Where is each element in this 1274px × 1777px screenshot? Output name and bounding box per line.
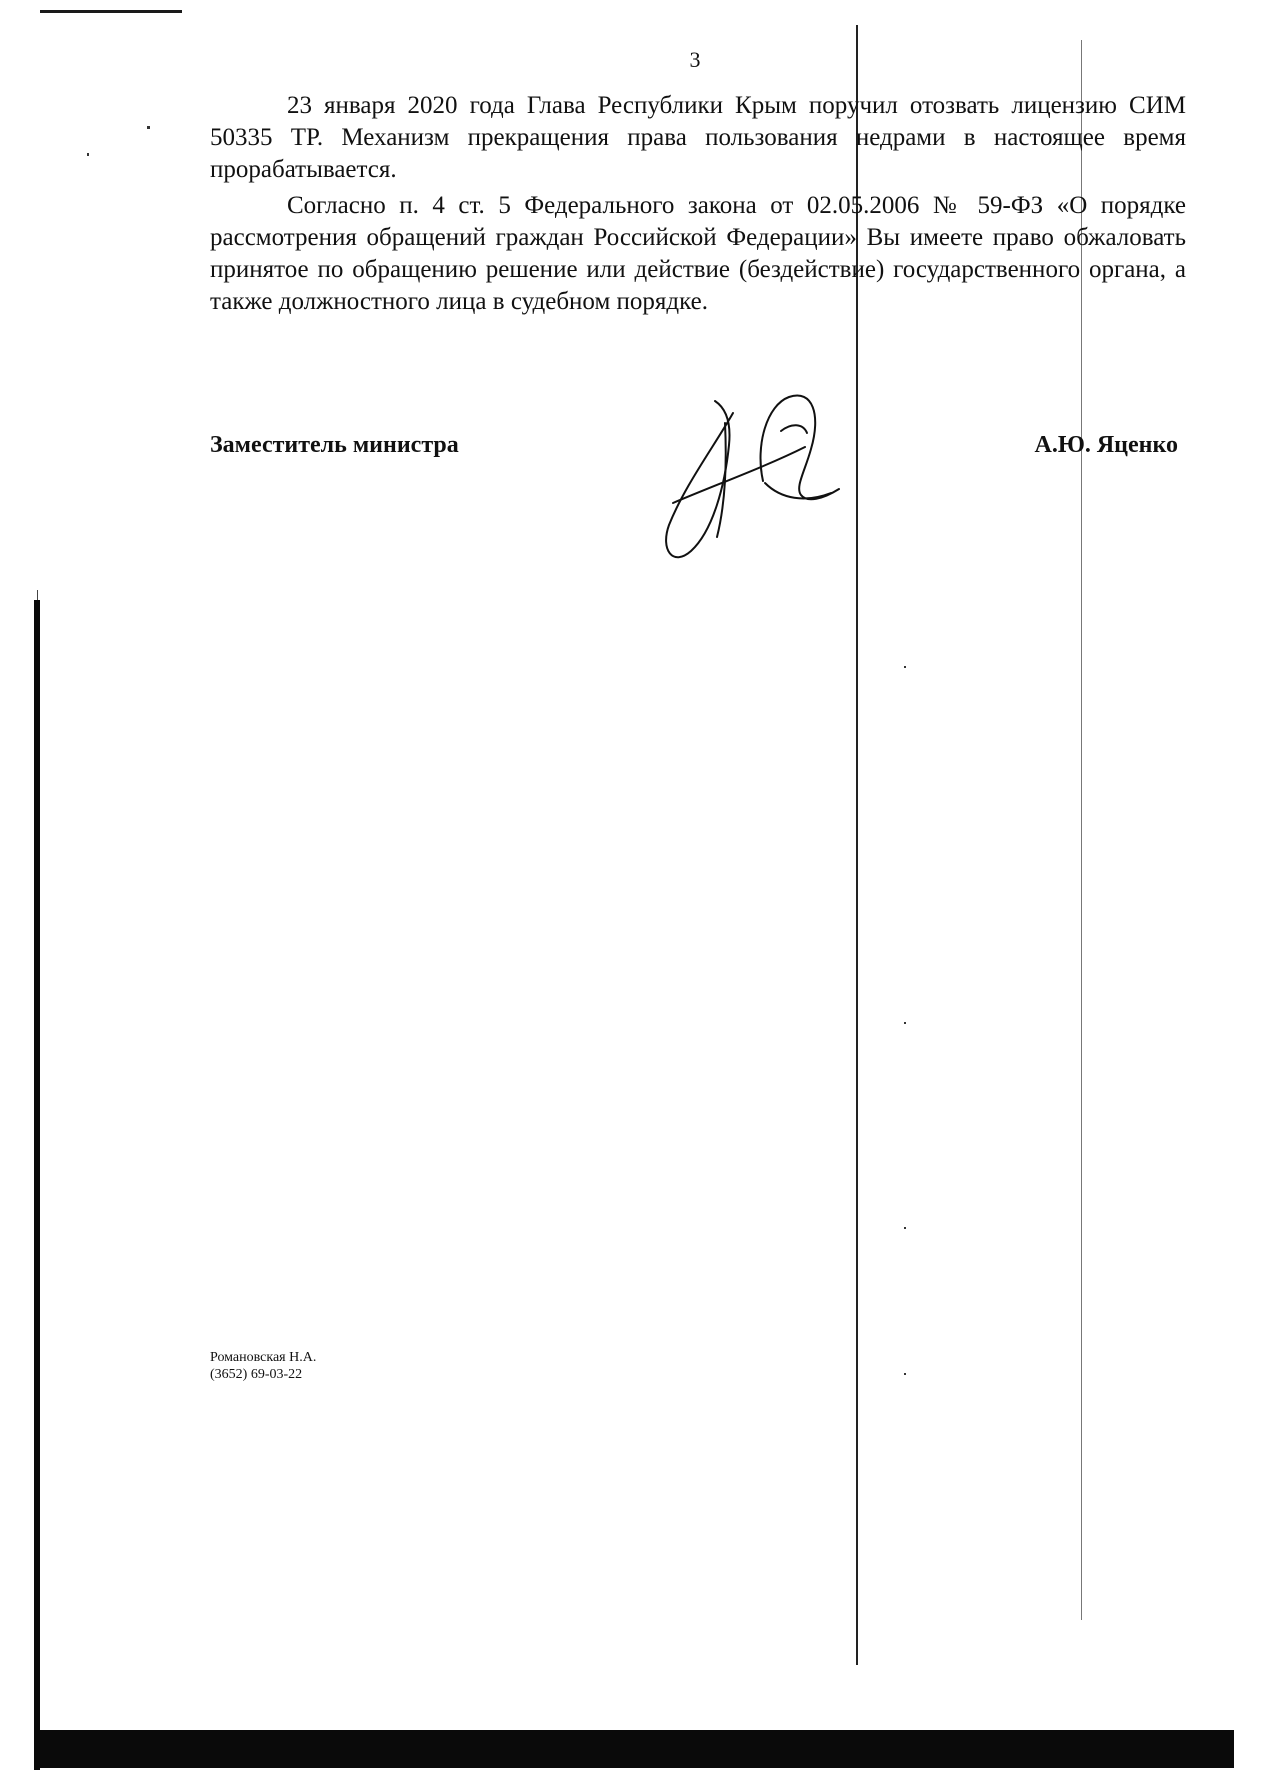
scan-speck xyxy=(904,1373,906,1375)
scan-speck xyxy=(147,126,150,129)
signer-name: А.Ю. Яценко xyxy=(1034,432,1178,458)
scan-speck xyxy=(904,666,906,668)
scan-artifact-top-line xyxy=(40,10,182,13)
paragraph-appeal-rights: Согласно п. 4 ст. 5 Федерального закона от 02.05.2006 № 59-ФЗ «О порядке рассмотрения обращений граждан Российской Федерации» Вы имеете право обжаловать принятое по обращению решение или действие (бездействие) государственного органа, а также должностного лица в судебном порядке. xyxy=(210,192,1186,315)
scan-speck xyxy=(904,1227,906,1229)
executor-name: Романовская Н.А. xyxy=(210,1350,317,1365)
scan-artifact-left-border xyxy=(34,600,40,1770)
signer-position: Заместитель министра xyxy=(210,432,459,458)
letter-body xyxy=(210,90,1186,322)
paragraph-license-revocation: 23 января 2020 года Глава Республики Крым поручил отозвать лицензию СИМ 50335 ТР. Механизм прекращения права пользования недрами в настоящее время прорабатывается. xyxy=(210,92,1186,183)
handwritten-signature-icon xyxy=(655,375,865,575)
scan-speck xyxy=(87,153,89,156)
executor-info xyxy=(210,1349,316,1383)
page-number: 3 xyxy=(689,47,701,72)
scan-speck xyxy=(904,1022,906,1024)
executor-phone: (3652) 69-03-22 xyxy=(210,1367,303,1382)
scan-artifact-bottom-border xyxy=(34,1730,1234,1768)
